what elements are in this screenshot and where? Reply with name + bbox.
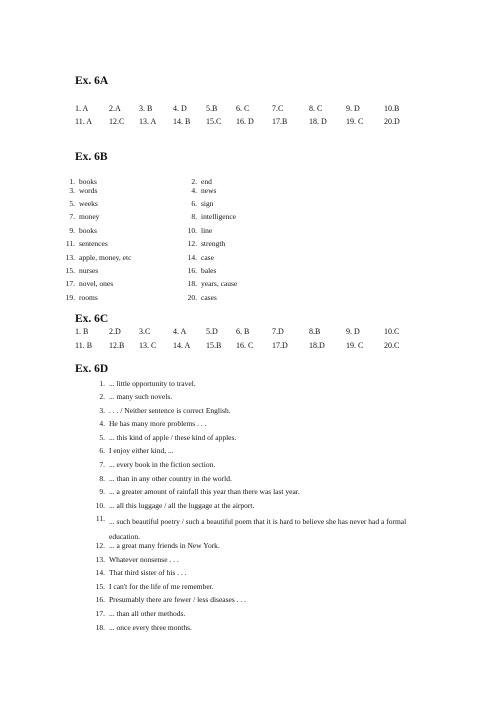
- ex6d-item: [90, 419, 420, 428]
- item-number: 4.: [191, 186, 197, 195]
- answer-item: 17.B: [272, 117, 288, 126]
- item-number: 11.: [65, 239, 75, 248]
- ex6b-item: [63, 212, 99, 221]
- item-text: ... than all other methods.: [109, 609, 186, 618]
- item-text: ... a great many friends in New York.: [109, 541, 220, 550]
- ex6d-item: [90, 501, 420, 510]
- item-text: strength: [201, 239, 226, 248]
- answer-item: 5.D: [206, 327, 218, 336]
- section-heading-ex6a: Ex. 6A: [75, 75, 109, 87]
- ex6b-item: [185, 266, 216, 275]
- item-text: novel, ones: [79, 279, 114, 288]
- answer-item: 20.D: [384, 117, 400, 126]
- item-number: 5.: [69, 199, 75, 208]
- ex6d-item: [90, 541, 420, 550]
- ex6b-item: [63, 239, 108, 248]
- ex6b-item: [63, 293, 98, 302]
- ex6b-item: [185, 199, 214, 208]
- item-text: I enjoy either kind, ...: [109, 446, 174, 455]
- answer-item: 19. C: [346, 117, 364, 126]
- ex6b-item: [185, 293, 217, 302]
- item-number: 16.: [95, 595, 105, 604]
- answer-item: 12.B: [109, 341, 125, 350]
- ex6b-item: [63, 186, 97, 195]
- item-number: 19.: [65, 293, 75, 302]
- answer-item: 12.C: [109, 117, 125, 126]
- ex6d-item: [90, 379, 420, 388]
- section-heading-ex6b: Ex. 6B: [75, 151, 108, 163]
- item-text: news: [201, 186, 217, 195]
- item-number: 15.: [95, 582, 105, 591]
- item-number: 9.: [99, 487, 105, 496]
- item-number: 11.: [95, 514, 105, 523]
- answer-item: 7.C: [272, 104, 284, 113]
- item-number: 13.: [95, 555, 105, 564]
- item-number: 5.: [99, 433, 105, 442]
- answer-item: 2.D: [109, 327, 121, 336]
- item-number: 16.: [187, 266, 197, 275]
- item-text: He has many more problems . . .: [109, 419, 207, 428]
- ex6b-item: [185, 253, 214, 262]
- answer-item: 9. D: [346, 104, 360, 113]
- item-number: 10.: [187, 226, 197, 235]
- item-number: 18.: [187, 279, 197, 288]
- item-text: sentences: [79, 239, 108, 248]
- item-text: Presumably there are fewer / less diseases . . .: [109, 595, 247, 604]
- ex6b-item: [185, 239, 225, 248]
- item-text: books: [79, 226, 97, 235]
- item-text: ... this kind of apple / these kind of apples.: [109, 433, 237, 442]
- answer-item: 6. C: [236, 104, 250, 113]
- answer-item: 18.D: [309, 341, 325, 350]
- item-number: 9.: [69, 226, 75, 235]
- item-number: 8.: [191, 212, 197, 221]
- item-number: 17.: [65, 279, 75, 288]
- item-number: 12.: [95, 541, 105, 550]
- ex6d-item: [90, 514, 420, 544]
- item-number: 18.: [95, 623, 105, 632]
- answer-item: 19. C: [346, 341, 364, 350]
- answer-item: 7.D: [272, 327, 284, 336]
- answer-item: 3. B: [139, 104, 153, 113]
- answer-item: 17.D: [272, 341, 288, 350]
- section-heading-ex6c: Ex. 6C: [75, 313, 109, 325]
- ex6d-item: [90, 406, 420, 415]
- ex6b-item: [63, 199, 98, 208]
- ex6d-item: [90, 595, 420, 604]
- item-number: 7.: [99, 460, 105, 469]
- item-number: 1.: [69, 177, 75, 186]
- item-text: ... all this luggage / all the luggage at the airport.: [109, 501, 255, 510]
- item-number: 14.: [95, 568, 105, 577]
- item-text: money: [79, 212, 100, 221]
- item-number: 6.: [191, 199, 197, 208]
- ex6b-item: [63, 266, 98, 275]
- item-text: sign: [201, 199, 214, 208]
- item-text: ... a greater amount of rainfall this year than there was last year.: [109, 487, 300, 496]
- answer-item: 10.C: [384, 327, 400, 336]
- answer-item: 11. A: [75, 117, 93, 126]
- item-text: cases: [201, 293, 217, 302]
- item-number: 3.: [99, 406, 105, 415]
- item-number: 17.: [95, 609, 105, 618]
- item-text: ... little opportunity to travel.: [109, 379, 196, 388]
- ex6d-item: [90, 487, 420, 496]
- item-text: ... than in any other country in the world.: [109, 474, 232, 483]
- answer-item: 18. D: [309, 117, 327, 126]
- answer-item: 1. A: [75, 104, 89, 113]
- item-text: weeks: [79, 199, 98, 208]
- item-text: line: [201, 226, 213, 235]
- answer-item: 4. A: [173, 327, 187, 336]
- item-text: case: [201, 253, 214, 262]
- answer-item: 4. D: [173, 104, 187, 113]
- item-number: 8.: [99, 474, 105, 483]
- answer-item: 13. C: [139, 341, 157, 350]
- ex6d-item: [90, 609, 420, 618]
- answer-item: 13. A: [139, 117, 157, 126]
- item-number: 15.: [65, 266, 75, 275]
- item-number: 7.: [69, 212, 75, 221]
- ex6d-item: [90, 392, 420, 401]
- ex6b-item: [185, 186, 216, 195]
- item-number: 6.: [99, 446, 105, 455]
- item-text: end: [201, 177, 212, 186]
- ex6b-item: [63, 177, 97, 186]
- ex6b-item: [63, 253, 131, 262]
- item-number: 4.: [99, 419, 105, 428]
- item-text: years, cause: [201, 279, 238, 288]
- ex6d-item: [90, 474, 420, 483]
- ex6b-item: [63, 226, 97, 235]
- item-text: That third sister of his . . .: [109, 568, 187, 577]
- ex6d-item: [90, 446, 420, 455]
- ex6d-item: [90, 623, 420, 632]
- item-text: ... every book in the fiction section.: [109, 460, 216, 469]
- item-text: apple, money, etc: [79, 253, 132, 262]
- answer-item: 16. C: [236, 341, 254, 350]
- answer-item: 3.C: [139, 327, 151, 336]
- answer-item: 20.C: [384, 341, 400, 350]
- answer-item: 6. B: [236, 327, 250, 336]
- ex6b-item: [185, 226, 212, 235]
- ex6d-item: [90, 568, 420, 577]
- answer-item: 9. D: [346, 327, 360, 336]
- ex6d-item: [90, 555, 420, 564]
- item-number: 20.: [187, 293, 197, 302]
- item-text: bales: [201, 266, 217, 275]
- item-number: 12.: [187, 239, 197, 248]
- answer-item: 15.C: [206, 117, 222, 126]
- ex6d-item: [90, 582, 420, 591]
- answer-item: 10.B: [384, 104, 400, 113]
- answer-item: 8. C: [309, 104, 323, 113]
- item-text: nurses: [79, 266, 99, 275]
- answer-item: 14. A: [173, 341, 191, 350]
- answer-item: 16. D: [236, 117, 254, 126]
- item-text: words: [79, 186, 98, 195]
- item-text: books: [79, 177, 97, 186]
- item-text: ... many such novels.: [109, 392, 173, 401]
- item-number: 2.: [99, 392, 105, 401]
- ex6b-item: [185, 177, 212, 186]
- ex6b-item: [185, 212, 236, 221]
- item-text: ... such beautiful poetry / such a beautiful poem that it is hard to believe she has never had a formal education.: [109, 517, 407, 541]
- ex6b-item: [63, 279, 113, 288]
- item-number: 13.: [65, 253, 75, 262]
- answer-item: 2.A: [109, 104, 121, 113]
- item-text: rooms: [79, 293, 98, 302]
- answer-item: 8.B: [309, 327, 321, 336]
- answer-item: 5.B: [206, 104, 218, 113]
- answer-item: 1. B: [75, 327, 89, 336]
- item-text: intelligence: [201, 212, 236, 221]
- answer-item: 11. B: [75, 341, 93, 350]
- item-number: 3.: [69, 186, 75, 195]
- item-text: Whatever nonsense . . .: [109, 555, 179, 564]
- ex6b-item: [185, 279, 237, 288]
- item-number: 2.: [191, 177, 197, 186]
- item-number: 1.: [99, 379, 105, 388]
- ex6d-item: [90, 433, 420, 442]
- answer-item: 14. B: [173, 117, 191, 126]
- item-text: I can't for the life of me remember.: [109, 582, 214, 591]
- item-text: ... once every three months.: [109, 623, 192, 632]
- item-text: . . . / Neither sentence is correct English.: [109, 406, 231, 415]
- item-number: 10.: [95, 501, 105, 510]
- ex6d-item: [90, 460, 420, 469]
- item-number: 14.: [187, 253, 197, 262]
- section-heading-ex6d: Ex. 6D: [75, 363, 109, 375]
- answer-item: 15.B: [206, 341, 222, 350]
